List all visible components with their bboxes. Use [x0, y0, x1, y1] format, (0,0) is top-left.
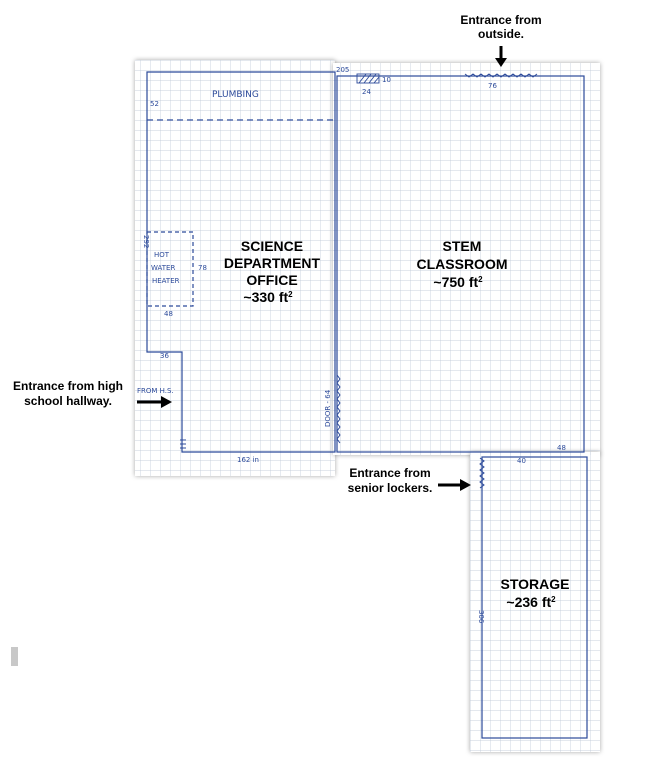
dim-24: 24	[362, 88, 371, 96]
dim-36: 36	[160, 352, 169, 360]
dim-48: 48	[164, 310, 173, 318]
dim-48b: 48	[557, 444, 566, 452]
scrollbar-marker	[11, 647, 18, 666]
water-note: WATER	[151, 264, 176, 272]
lockers-label-2: senior lockers.	[347, 481, 433, 495]
from-hs-note: FROM H.S.	[137, 387, 174, 395]
storage-area: ~236 $ft^2$	[506, 594, 556, 610]
hallway-label-1: Entrance from high	[12, 379, 124, 393]
entrance-lockers	[348, 466, 471, 495]
dim-76: 76	[488, 82, 497, 90]
science-area: ~330 $ft^2$	[243, 289, 293, 305]
plumbing-note: PLUMBING	[212, 90, 259, 100]
dim-292: 292	[142, 235, 150, 249]
lockers-label-1: Entrance from	[349, 466, 431, 480]
entrance-outside	[460, 13, 541, 67]
science-line2: DEPARTMENT	[223, 255, 321, 271]
hallway-label-2: school hallway.	[24, 394, 112, 408]
dim-306: 306	[477, 610, 485, 624]
hot-note: HOT	[154, 251, 170, 259]
outside-label-2: outside.	[477, 27, 525, 41]
outside-label-1: Entrance from	[460, 13, 542, 27]
storage-line1: STORAGE	[500, 576, 570, 592]
dim-162: 162 in	[237, 456, 259, 464]
dim-40: 40	[517, 457, 526, 465]
stem-line2: CLASSROOM	[416, 256, 508, 272]
dim-78: 78	[198, 264, 207, 272]
science-line1: SCIENCE	[240, 238, 304, 254]
stem-line1: STEM	[442, 238, 482, 254]
heater-note: HEATER	[152, 277, 180, 285]
stem-area: ~750 $ft^2$	[433, 274, 483, 290]
dim-52: 52	[150, 100, 159, 108]
arrow-right-icon	[438, 479, 471, 491]
door-note: DOOR - 64	[324, 389, 332, 427]
dim-205: 205	[336, 66, 350, 74]
dim-10: 10	[382, 76, 391, 84]
science-line3: OFFICE	[246, 272, 298, 288]
